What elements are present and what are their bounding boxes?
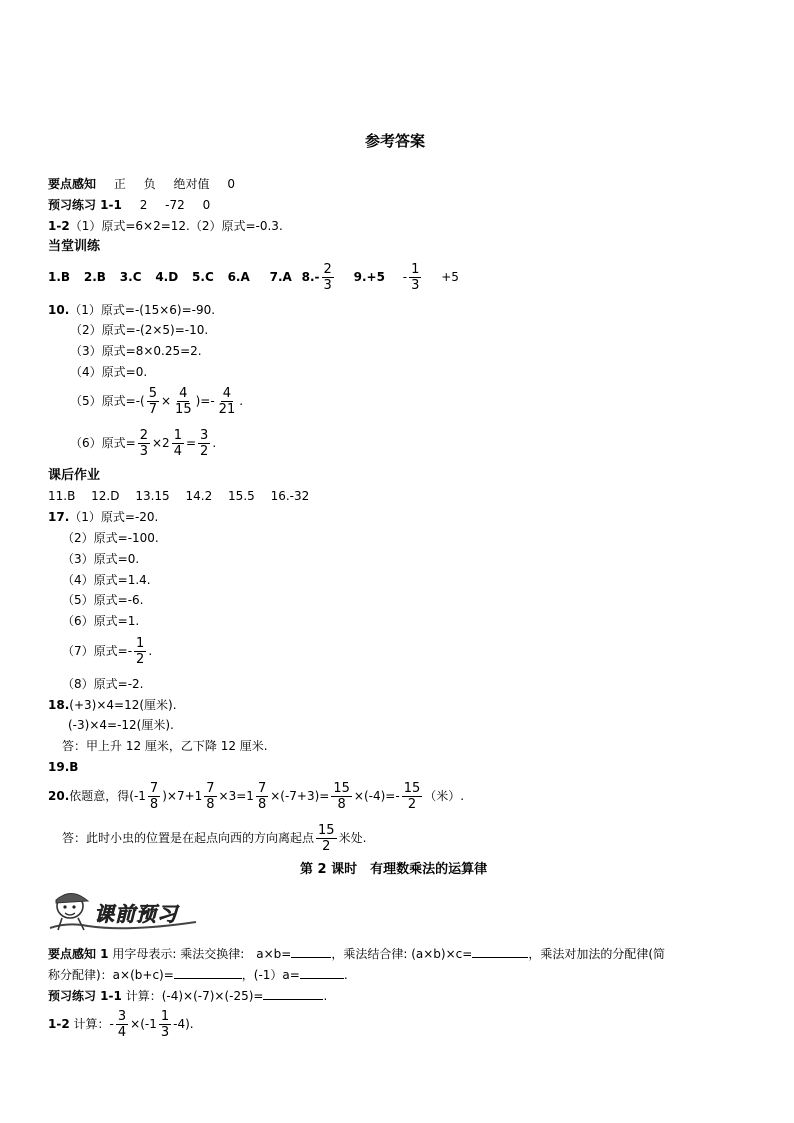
- q20-answer-line: 答：此时小虫的位置是在起点向西的方向离起点 $\frac{15}{2}$ 米处.: [62, 823, 367, 854]
- q17-line-7: （7）原式=- $\frac{1}{2}$ .: [62, 636, 153, 667]
- answer-item: 6.A: [227, 270, 250, 284]
- preview-exercise-label: 预习练习 1-1: [48, 198, 122, 212]
- p2-line: 预习练习 1-1 计算：(-4)×(-7)×(-25)= .: [48, 989, 328, 1003]
- exercise-1-2-line: [48, 218, 283, 234]
- q10-line-4: （4）原式=0.: [70, 365, 148, 379]
- answer-item: +5: [441, 270, 459, 284]
- fraction: $\frac{5}{7}$: [148, 386, 157, 417]
- answer-blank[interactable]: [472, 945, 528, 958]
- q17-line-5: （5）原式=-6.: [62, 593, 144, 607]
- exercise-label: 1-2: [48, 1017, 70, 1031]
- fraction: $\frac{15}{2}$: [318, 823, 335, 854]
- answer-item: 3.C: [119, 270, 142, 284]
- q19-answer: 19.B: [48, 760, 79, 774]
- exercise-label: 1-2: [48, 219, 70, 233]
- answer-blank[interactable]: [174, 966, 242, 979]
- preview-exercise-label: 预习练习 1-1: [48, 989, 122, 1003]
- q10-line-1: [48, 302, 215, 318]
- answer-item: 16.-32: [270, 489, 310, 503]
- q18-line-1: [48, 697, 177, 713]
- question-number: 10.: [48, 303, 70, 317]
- answer-item: 2: [139, 198, 148, 212]
- section-2-heading: 第 2 课时 有理数乘法的运算律: [300, 862, 488, 877]
- q10-line-2: （2）原式=-(2×5)=-10.: [70, 323, 209, 337]
- answer-text: （1）原式=-(15×6)=-90.: [69, 303, 216, 317]
- q17-line-1: [48, 509, 158, 525]
- q10-line-5: （5）原式=-( $\frac{5}{7}$ × $\frac{4}{15}$ )=- $\frac{4}{21}$ .: [70, 386, 244, 417]
- answer-item: 14.2: [185, 489, 213, 503]
- question-number: 18.: [48, 698, 70, 712]
- answer-blank[interactable]: [300, 966, 344, 979]
- q20-line-1: 20.依题意，得(-1 $\frac{7}{8}$ )×7+1 $\frac{7}{8}$ ×3=1 $\frac{7}{8}$ ×(-7+3)= $\frac{15}{8}$ ×(-4)=- $\frac{15}{2}$ （米）.: [48, 781, 465, 812]
- fraction: $\frac{1}{3}$: [160, 1009, 170, 1040]
- section-heading-class-practice: 当堂训练: [48, 239, 101, 254]
- fraction: $\frac{15}{2}$: [403, 781, 421, 812]
- fraction: $\frac{3}{4}$: [117, 1009, 127, 1040]
- q10-line-3: （3）原式=8×0.25=2.: [70, 344, 202, 358]
- fraction: $\frac{1}{4}$: [173, 428, 182, 459]
- answer-item: -72: [165, 198, 185, 212]
- choice-answers-line: [48, 258, 459, 296]
- answer-item: -: [402, 270, 408, 284]
- answer-item: 0: [227, 177, 236, 191]
- preview-banner: [48, 888, 198, 934]
- preview-exercise-line: [48, 197, 210, 213]
- fraction: $\frac{3}{2}$: [200, 428, 209, 459]
- fraction: $\frac{7}{8}$: [257, 781, 267, 812]
- q17-line-4: （4）原式=1.4.: [62, 573, 151, 587]
- q10-line-6: （6）原式= $\frac{2}{3}$ ×2 $\frac{1}{4}$ = $\frac{3}{2}$ .: [70, 428, 217, 459]
- q18-line-2: (-3)×4=-12(厘米).: [68, 718, 174, 732]
- key-points-label: 要点感知 1: [48, 947, 109, 961]
- fraction: $\frac{1}{3}$: [411, 262, 420, 293]
- answer-item: 1.B: [48, 270, 71, 284]
- section-heading-homework: 课后作业: [48, 468, 101, 483]
- answer-item: 11.B: [48, 489, 76, 503]
- answer-item: 绝对值: [173, 177, 210, 191]
- fraction: $\frac{4}{15}$: [175, 386, 192, 417]
- page-title: 参考答案: [365, 132, 426, 150]
- answer-blank[interactable]: [291, 945, 331, 958]
- answer-item: 9.+5: [353, 270, 385, 284]
- fraction: $\frac{15}{8}$: [333, 781, 350, 812]
- answer-item: 8.-: [301, 270, 320, 284]
- answer-item: 15.5: [228, 489, 255, 503]
- answer-item: 13.15: [135, 489, 170, 503]
- q18-line-3: 答：甲上升 12 厘米，乙下降 12 厘米.: [62, 739, 268, 753]
- answer-item: 4.D: [155, 270, 179, 284]
- banner-text: 课前预习: [94, 902, 178, 926]
- answer-blank[interactable]: [263, 987, 323, 1000]
- question-number: 20.: [48, 789, 70, 803]
- answer-item: 2.B: [83, 270, 106, 284]
- key-points-label: 要点感知: [48, 177, 97, 191]
- fraction: $\frac{4}{21}$: [218, 386, 236, 417]
- answer-text: (+3)×4=12(厘米).: [69, 698, 177, 712]
- answer-item: 正: [113, 177, 126, 191]
- q17-line-8: （8）原式=-2.: [62, 677, 144, 691]
- answer-item: 12.D: [91, 489, 120, 503]
- answer-item: 7.A: [269, 270, 292, 284]
- p1-line-2: 称分配律)：a×(b+c)= ，(-1）a= .: [48, 968, 348, 982]
- q17-line-2: （2）原式=-100.: [62, 531, 159, 545]
- fraction: $\frac{7}{8}$: [149, 781, 159, 812]
- q17-line-3: （3）原式=0.: [62, 552, 140, 566]
- p3-line: 1-2 计算：- $\frac{3}{4}$ ×(-1 $\frac{1}{3}$ -4).: [48, 1009, 194, 1040]
- homework-answers-line: [48, 488, 309, 504]
- answer-text: （1）原式=6×2=12.（2）原式=-0.3.: [69, 219, 283, 233]
- fraction: $\frac{7}{8}$: [206, 781, 215, 812]
- question-number: 17.: [48, 510, 70, 524]
- answer-text: （1）原式=-20.: [69, 510, 159, 524]
- answer-item: 0: [202, 198, 211, 212]
- key-points-line: [48, 176, 235, 192]
- fraction: $\frac{2}{3}$: [323, 262, 332, 293]
- fraction: $\frac{1}{2}$: [136, 636, 145, 667]
- q17-line-6: （6）原式=1.: [62, 614, 140, 628]
- fraction: $\frac{2}{3}$: [139, 428, 148, 459]
- p1-line-1: 要点感知 1 用字母表示: 乘法交换律: a×b= ，乘法结合律: (a×b)×c= ，乘法对加法的分配律(简: [48, 947, 665, 961]
- answer-item: 负: [143, 177, 156, 191]
- answer-item: 5.C: [192, 270, 214, 284]
